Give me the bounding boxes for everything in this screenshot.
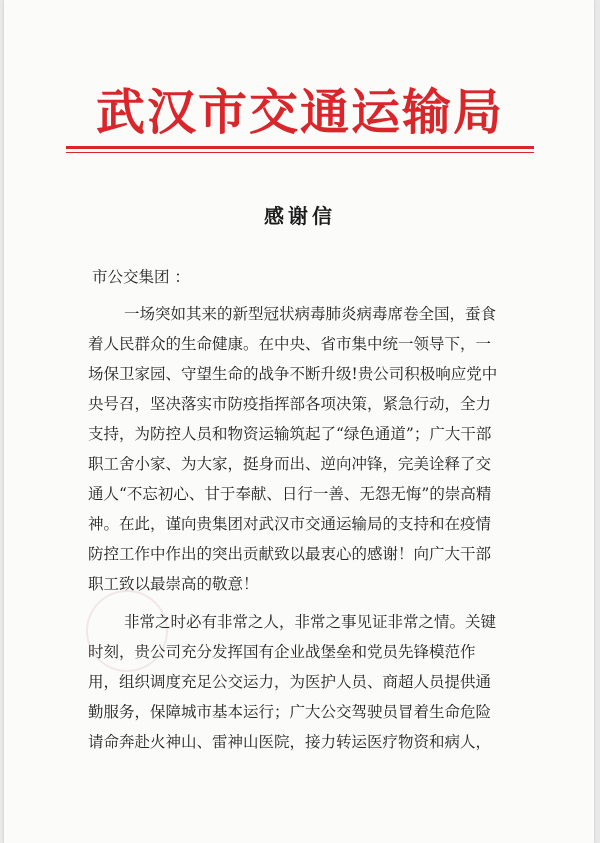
body-line: 职工舍小家、为大家，挺身而出、逆向冲锋，完美诠释了交 <box>88 455 492 473</box>
letterhead-rule-thick <box>66 146 534 149</box>
body-line: 着人民群众的生命健康。在中央、省市集中统一领导下，一 <box>88 335 492 353</box>
document-title: 感谢信 <box>264 204 336 228</box>
body-line: 防控工作中作出的突出贡献致以最衷心的感谢！向广大干部 <box>88 545 492 563</box>
body-line: 神。在此，谨向贵集团对武汉市交通运输局的支持和在疫情 <box>88 515 492 533</box>
body-line: 场保卫家园、守望生命的战争不断升级!贵公司积极响应党中 <box>88 365 498 383</box>
body-line: 职工致以最崇高的敬意！ <box>88 575 259 593</box>
letterhead-rule-thin <box>66 152 534 153</box>
body-line: 支持，为防控人员和物资运输筑起了“绿色通道”；广大干部 <box>88 425 492 443</box>
body-line: 一场突如其来的新型冠状病毒肺炎病毒席卷全国，蚕食 <box>124 305 497 323</box>
body-line: 通人“不忘初心、甘于奉献、日行一善、无怨无悔”的崇高精 <box>88 485 492 503</box>
salutation: 市公交集团 ： <box>92 268 190 286</box>
letterhead-org-name: 武汉市交通运输局 <box>95 83 504 141</box>
body-line: 勤服务，保障城市基本运行；广大公交驾驶员冒着生命危险 <box>88 703 492 721</box>
body-line: 央号召，坚决落实市防疫指挥部各项决策，紧急行动，全力 <box>88 395 492 413</box>
body-line: 时刻，贵公司充分发挥国有企业战堡垒和党员先锋模范作 <box>88 643 476 661</box>
body-line: 请命奔赴火神山、雷神山医院，接力转运医疗物资和病人， <box>88 733 492 751</box>
body-line: 非常之时必有非常之人，非常之事见证非常之情。关键 <box>124 613 497 631</box>
body-line: 用，组织调度充足公交运力，为医护人员、商超人员提供通 <box>88 673 492 691</box>
